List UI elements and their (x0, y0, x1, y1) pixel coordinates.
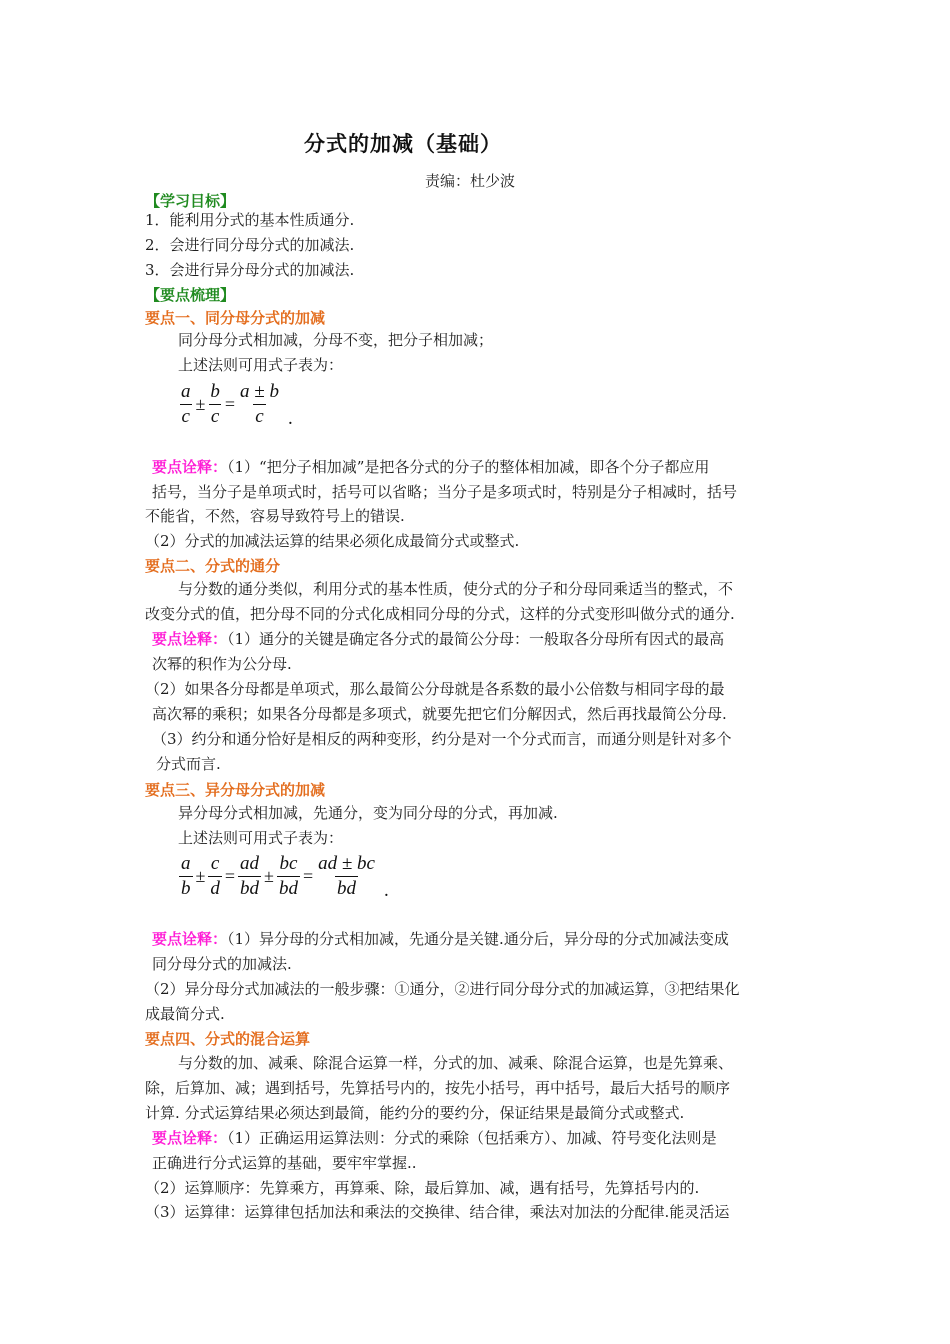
fraction: $\frac{ad}{bd}$ (240, 853, 260, 899)
fraction: $\frac{b}{c}$ (210, 381, 220, 427)
explain-label: 要点诠释： (152, 930, 228, 948)
point4-text: 与分数的加、减乘、除混合运算一样，分式的加、减乘、除混合运算，也是先算乘、 (178, 1054, 734, 1072)
point2-note: 次幂的积作为公分母. (152, 655, 292, 673)
objective-item: 3．会进行异分母分式的加减法. (145, 261, 355, 279)
fraction: $\frac{c}{d}$ (210, 853, 220, 899)
point3-heading: 要点三、异分母分式的加减 (145, 781, 326, 799)
point4-note: （3）运算律：运算律包括加法和乘法的交换律、结合律，乘法对加法的分配律.能灵活运 (145, 1203, 730, 1221)
explain-label: 要点诠释： (152, 458, 228, 476)
point2-heading: 要点二、分式的通分 (145, 557, 281, 575)
point1-heading: 要点一、同分母分式的加减 (145, 309, 326, 327)
point3-note: 同分母分式的加减法. (152, 955, 292, 973)
point4-text: 计算. 分式运算结果必须达到最简，能约分的要约分，保证结果是最简分式或整式. (145, 1104, 685, 1122)
objective-item: 2．会进行同分母分式的加减法. (145, 236, 355, 254)
fraction: $\frac{a}{c}$ (181, 381, 191, 427)
point3-note: （2）异分母分式加减法的一般步骤：①通分，②进行同分母分式的加减运算，③把结果化 (145, 980, 740, 998)
point2-text: 与分数的通分类似，利用分式的基本性质，使分式的分子和分母同乘适当的整式，不 (178, 580, 734, 598)
point4-text: 除，后算加、减；遇到括号，先算括号内的，按先小括号，再中括号，最后大括号的顺序 (145, 1079, 731, 1097)
explain-label: 要点诠释： (152, 1129, 228, 1147)
point4-note: 正确进行分式运算的基础，要牢牢掌握.. (152, 1154, 417, 1172)
point1-text: 同分母分式相加减，分母不变，把分子相加减； (178, 331, 494, 349)
point2-text: 改变分式的值，把分母不同的分式化成相同分母的分式，这样的分式变形叫做分式的通分. (145, 605, 735, 623)
objectives-heading: 【学习目标】 (145, 192, 236, 210)
point3-formula: $\frac{a}{b}$ ± $\frac{c}{d}$ = $\frac{ad}{bd}$ ± $\frac{bc}{bd}$ = $\frac{ad \pm bc}{bd}$ . (181, 853, 389, 901)
fraction: $\frac{a}{b}$ (181, 853, 191, 899)
point2-note: （2）如果各分母都是单项式，那么最简公分母就是各系数的最小公倍数与相同字母的最 (145, 680, 725, 698)
point1-text: 上述法则可用式子表为： (178, 356, 344, 374)
explain-label: 要点诠释： (152, 630, 228, 648)
point2-note: 分式而言. (156, 755, 221, 773)
point4-heading: 要点四、分式的混合运算 (145, 1030, 311, 1048)
fraction: $\frac{a \pm b}{c}$ (240, 381, 279, 427)
point1-note: 要点诠释：（1）“把分子相加减”是把各分式的分子的整体相加减，即各个分子都应用 (152, 458, 710, 476)
point1-note: 不能省，不然，容易导致符号上的错误. (145, 507, 405, 525)
key-points-heading: 【要点梳理】 (145, 286, 236, 304)
point3-text: 上述法则可用式子表为： (178, 829, 344, 847)
point2-note: （3）约分和通分恰好是相反的两种变形，约分是对一个分式而言，而通分则是针对多个 (152, 730, 732, 748)
document-title: 分式的加减（基础） (304, 132, 502, 156)
point4-note: 要点诠释：（1）正确运用运算法则：分式的乘除（包括乘方）、加减、符号变化法则是 (152, 1129, 717, 1147)
objective-item: 1．能利用分式的基本性质通分. (145, 211, 355, 229)
point1-note: （2）分式的加减法运算的结果必须化成最简分式或整式. (145, 532, 520, 550)
point3-text: 异分母分式相加减，先通分，变为同分母的分式，再加减. (178, 804, 558, 822)
fraction: $\frac{ad \pm bc}{bd}$ (318, 853, 375, 899)
point1-note: 括号，当分子是单项式时，括号可以省略；当分子是多项式时，特别是分子相减时，括号 (152, 483, 738, 501)
fraction: $\frac{bc}{bd}$ (278, 853, 298, 899)
point4-note: （2）运算顺序：先算乘方，再算乘、除，最后算加、减，遇有括号，先算括号内的. (145, 1179, 700, 1197)
document-author: 责编：杜少波 (425, 172, 516, 190)
point1-formula: $\frac{a}{c}$ ± $\frac{b}{c}$ = $\frac{a \pm b}{c}$ . (181, 381, 293, 429)
point2-note: 高次幂的乘积；如果各分母都是多项式，就要先把它们分解因式，然后再找最简公分母. (152, 705, 727, 723)
point2-note: 要点诠释：（1）通分的关键是确定各分式的最简公分母：一般取各分母所有因式的最高 (152, 630, 725, 648)
point3-note: 成最简分式. (145, 1005, 225, 1023)
point3-note: 要点诠释：（1）异分母的分式相加减，先通分是关键.通分后，异分母的分式加减法变成 (152, 930, 729, 948)
